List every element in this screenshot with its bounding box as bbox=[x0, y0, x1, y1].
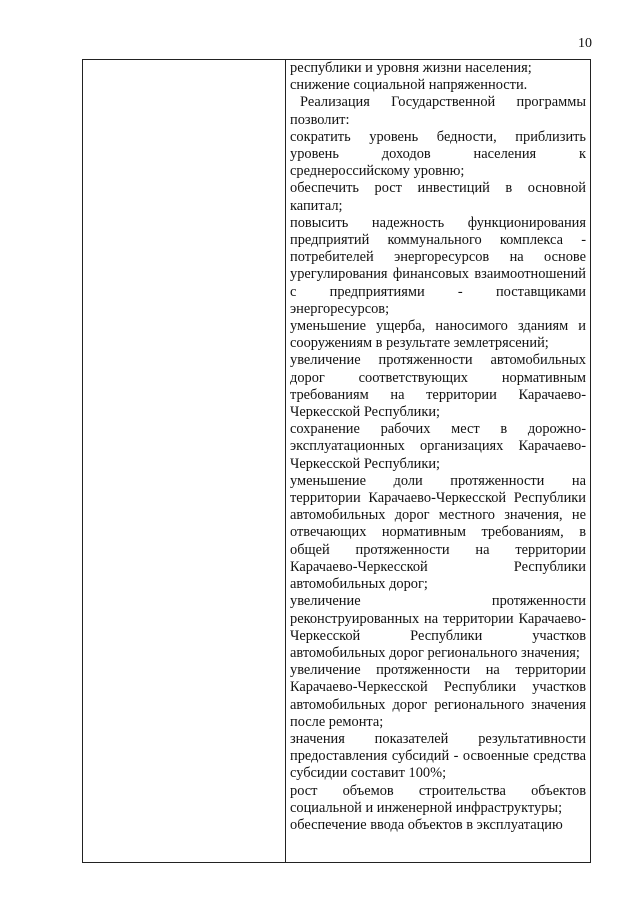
paragraph: сократить уровень бедности, приблизить уровень доходов населения к среднероссийскому уровню; bbox=[290, 128, 586, 180]
table-left-cell bbox=[83, 60, 286, 862]
paragraph: значения показателей результативности предоставления субсидий - освоенные средства субсидии составит 100%; bbox=[290, 730, 586, 782]
paragraph: республики и уровня жизни населения; bbox=[290, 60, 532, 76]
paragraph: увеличение протяженности реконструированных на территории Карачаево-Черкесской Республики участков автомобильных дорог регионального значения; bbox=[290, 593, 586, 661]
paragraph: повысить надежность функционирования предприятий коммунального комплекса - потребителей энергоресурсов на основе урегулирования финансовых взаимоотношений с предприятиями - поставщиками энергоресурсов; bbox=[290, 214, 586, 317]
page-number: 10 bbox=[578, 36, 592, 51]
paragraph: Реализация Государственной программы позволит: bbox=[290, 94, 586, 128]
paragraph: обеспечить рост инвестиций в основной капитал; bbox=[290, 180, 586, 214]
paragraph: сохранение рабочих мест в дорожно-эксплуатационных организациях Карачаево-Черкесской Республики; bbox=[290, 421, 586, 472]
paragraph: увеличение протяженности автомобильных дорог соответствующих нормативным требованиям на территории Карачаево-Черкесской Республики; bbox=[290, 352, 586, 421]
paragraph: рост объемов строительства объектов социальной и инженерной инфраструктуры; bbox=[290, 782, 586, 816]
paragraph: увеличение протяженности на территории Карачаево-Черкесской Республики участков автомобильных дорог регионального значения после ремонта; bbox=[290, 662, 586, 730]
paragraph: обеспечение ввода объектов в эксплуатацию bbox=[290, 816, 563, 833]
table-right-cell bbox=[286, 60, 590, 862]
paragraph: снижение социальной напряженности. bbox=[290, 77, 528, 94]
paragraph: уменьшение доли протяженности на территории Карачаево-Черкесской Республики автомобильных дорог местного значения, не отвечающих нормативным требованиям, в общей протяженности на территории Карачаево-Черкесской Республики автомобильных дорог; bbox=[290, 472, 586, 593]
document-table bbox=[82, 59, 591, 863]
paragraph: уменьшение ущерба, наносимого зданиям и сооружениям в результате землетрясений; bbox=[290, 318, 586, 352]
